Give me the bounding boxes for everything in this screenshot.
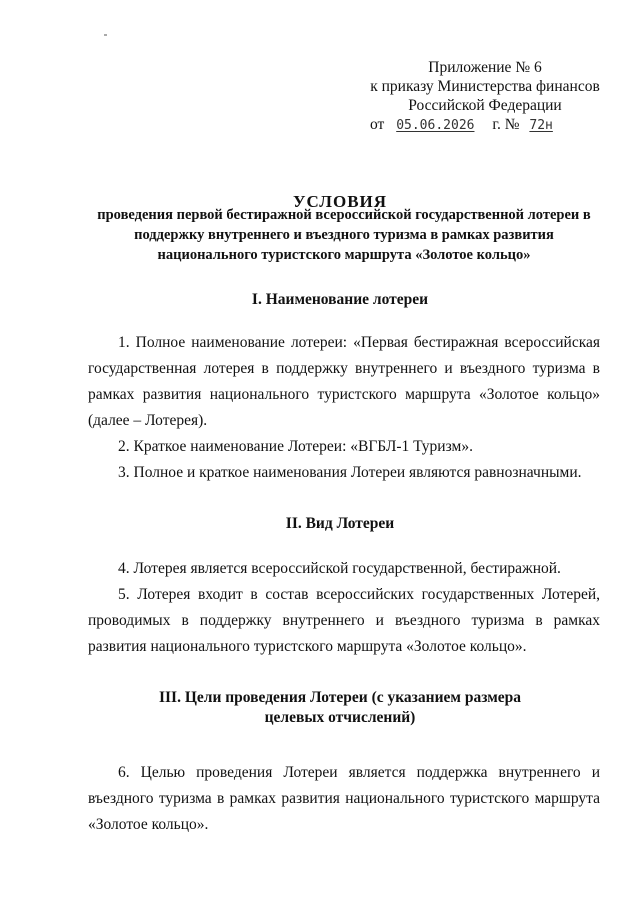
- year-number-label: г. №: [492, 116, 520, 133]
- paragraph-1: 1. Полное наименование лотереи: «Первая бестиражная всероссийская государственная лотерея в поддержку внутреннего и въездного туризма в рамках развития национального туристского маршрута «Золотое кольцо» (далее – Лотерея).: [88, 334, 600, 429]
- document-title: УСЛОВИЯ: [292, 192, 388, 211]
- section-heading-1: I. Наименование лотереи: [251, 291, 429, 308]
- appendix-header: [360, 58, 610, 135]
- paragraph-4: 4. Лотерея является всероссийской государственной, бестиражной.: [118, 560, 561, 577]
- order-date: 05.06.2026: [396, 118, 475, 133]
- paragraph-6: 6. Целью проведения Лотереи является поддержка внутреннего и въездного туризма в рамках развития национального туристского маршрута «Золотое кольцо».: [88, 764, 600, 833]
- section-heading-3-line-2: целевых отчислений): [264, 709, 416, 726]
- paragraph-2: 2. Краткое наименование Лотереи: «ВГБЛ-1 Туризм».: [118, 438, 473, 455]
- section-heading-2: II. Вид Лотереи: [285, 515, 395, 532]
- section-heading-3-line-1: III. Цели проведения Лотереи (с указанием размера: [158, 689, 522, 706]
- appendix-number: Приложение № 6: [428, 59, 542, 76]
- order-number: 72н: [529, 118, 553, 133]
- order-reference-line: к приказу Министерства финансов: [370, 78, 600, 95]
- scan-speck: [104, 34, 107, 36]
- paragraph-5: 5. Лотерея входит в состав всероссийских государственных Лотерей, проводимых в поддержку внутреннего и въездного туризма в рамках развития национального туристского маршрута «Золотое кольцо».: [88, 586, 600, 655]
- order-date-number-line: [360, 115, 610, 135]
- ministry-country: Российской Федерации: [408, 97, 562, 114]
- document-subtitle: проведения первой бестиражной всероссийской государственной лотереи в поддержку внутреннего и въездного туризма в рамках развития национального туристского маршрута «Золотое кольцо»: [97, 207, 591, 263]
- paragraph-3: 3. Полное и краткое наименования Лотереи являются равнозначными.: [118, 464, 582, 481]
- from-label: от: [370, 116, 385, 133]
